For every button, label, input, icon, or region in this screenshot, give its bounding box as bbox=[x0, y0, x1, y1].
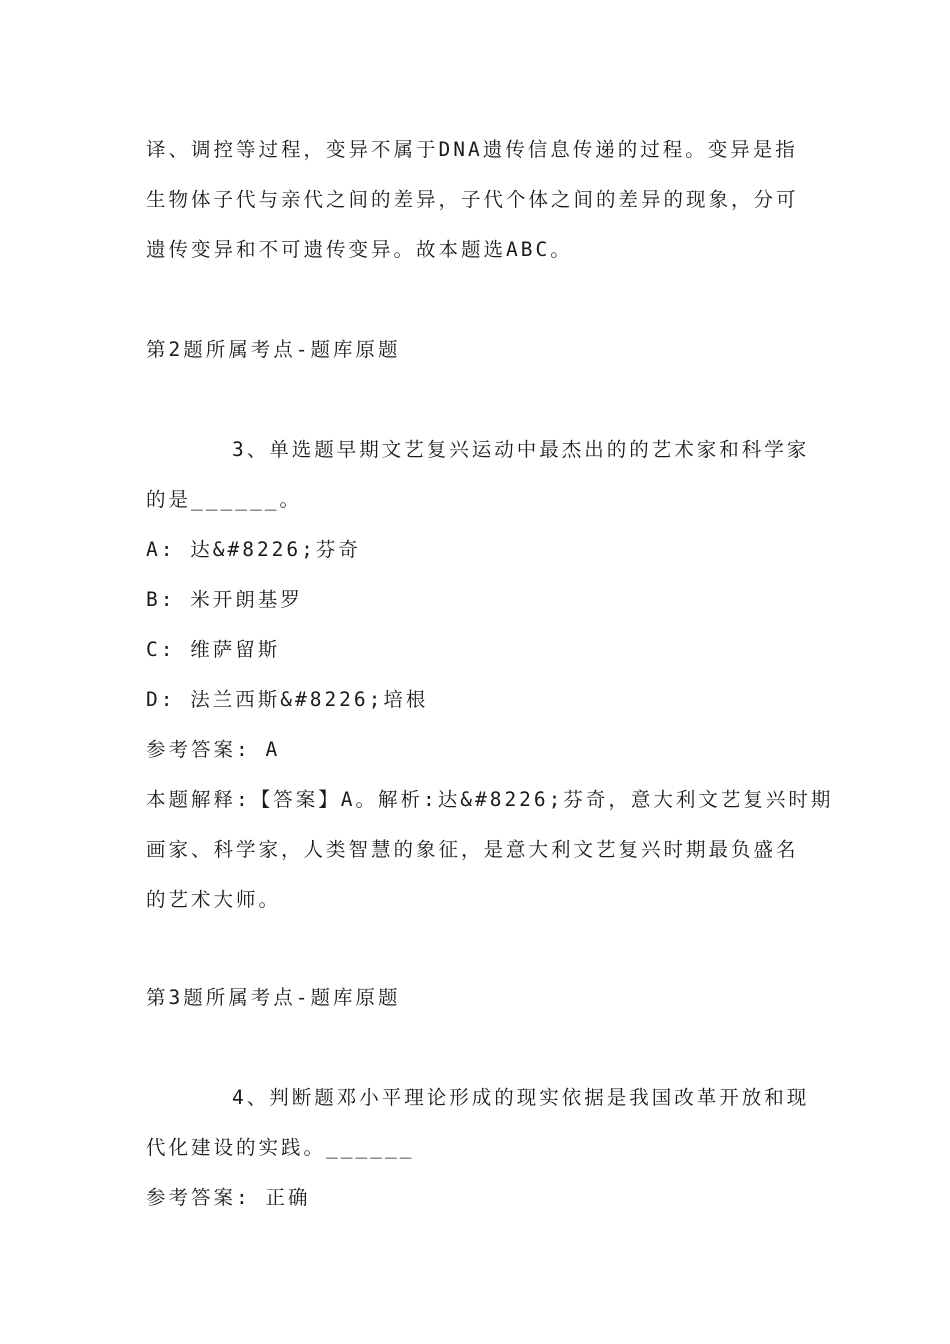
answer-explanation: 的艺术大师。 bbox=[146, 888, 282, 911]
question-stem: 的是______。 bbox=[146, 488, 302, 511]
option-b: B: 米开朗基罗 bbox=[146, 588, 303, 611]
question-stem: 代化建设的实践。______ bbox=[146, 1136, 415, 1159]
answer-explanation: 本题解释:【答案】A。解析:达&#8226;芬奇，意大利文艺复兴时期 bbox=[146, 788, 834, 811]
reference-answer: 参考答案: 正确 bbox=[146, 1186, 311, 1209]
question-stem: 3、单选题早期文艺复兴运动中最杰出的的艺术家和科学家 bbox=[232, 438, 810, 461]
option-a: A: 达&#8226;芬奇 bbox=[146, 538, 361, 561]
question-stem: 4、判断题邓小平理论形成的现实依据是我国改革开放和现 bbox=[232, 1086, 810, 1109]
reference-answer: 参考答案: A bbox=[146, 738, 281, 761]
section-label: 第2题所属考点-题库原题 bbox=[146, 338, 401, 361]
explanation-line: 生物体子代与亲代之间的差异，子代个体之间的差异的现象，分可 bbox=[146, 188, 799, 211]
answer-explanation: 画家、科学家，人类智慧的象征，是意大利文艺复兴时期最负盛名 bbox=[146, 838, 799, 861]
option-d: D: 法兰西斯&#8226;培根 bbox=[146, 688, 429, 711]
section-label: 第3题所属考点-题库原题 bbox=[146, 986, 401, 1009]
explanation-line: 译、调控等过程，变异不属于DNA遗传信息传递的过程。变异是指 bbox=[146, 138, 798, 161]
explanation-line: 遗传变异和不可遗传变异。故本题选ABC。 bbox=[146, 238, 573, 261]
option-c: C: 维萨留斯 bbox=[146, 638, 281, 661]
